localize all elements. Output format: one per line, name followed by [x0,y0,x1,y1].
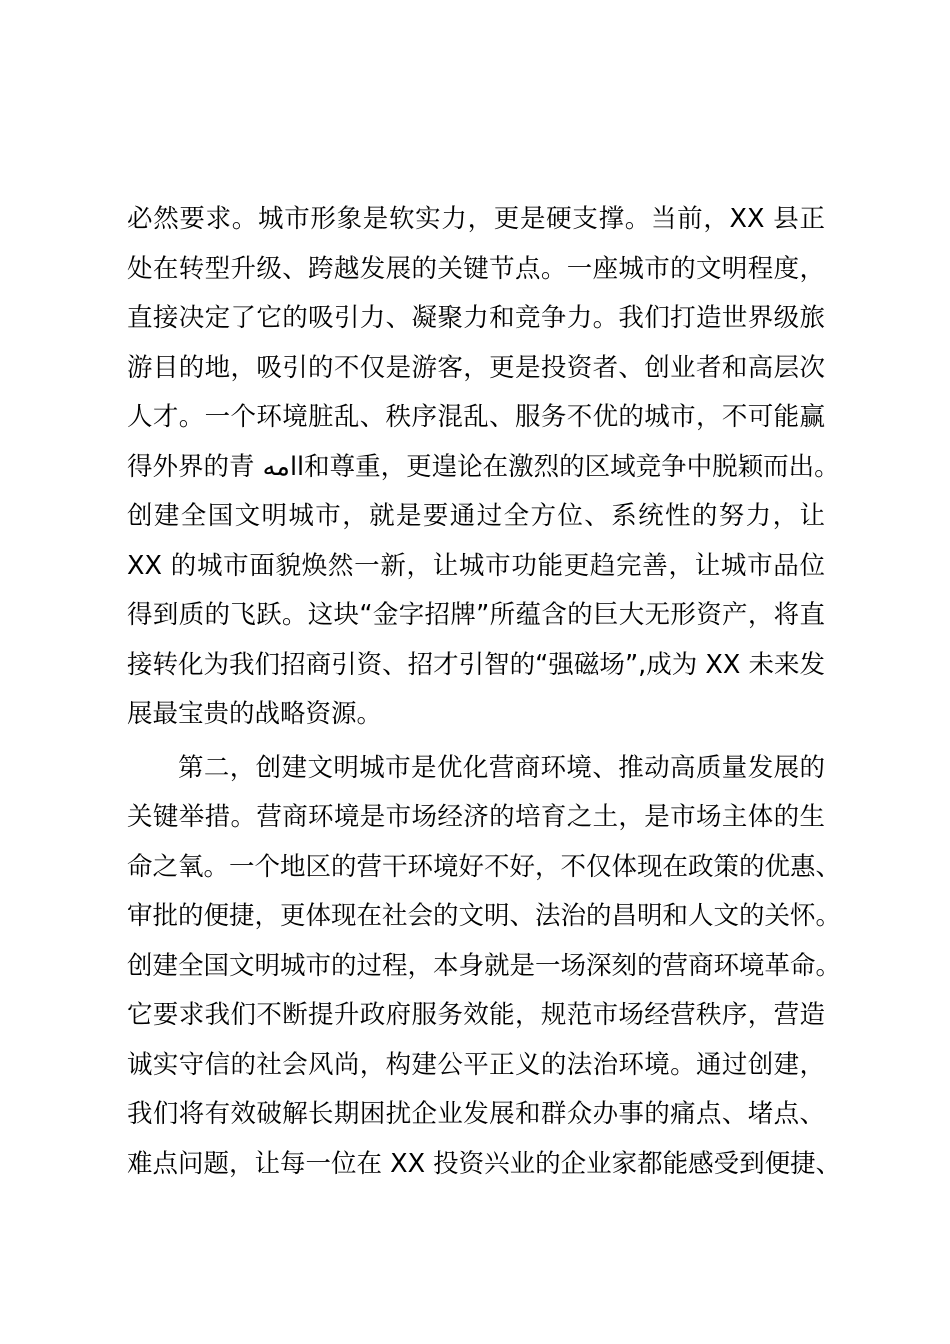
text-line: 直接决定了它的吸引力、凝聚力和竞争力。我们打造世界级旅 [127,303,825,333]
text-line: 创建全国文明城市的过程，本身就是一场深刻的营商环境革命。 [127,950,842,981]
text-line: 游目的地，吸引的不仅是游客，更是投资者、创业者和高层次 [127,352,825,383]
text-line: 处在转型升级、跨越发展的关键节点。一座城市的文明程度， [127,253,825,284]
text-line: 得外界的青 امهl和尊重，更遑论在激烈的区域竞争中脱颖而出。 [127,451,840,482]
text-line: 人才。一个环境脏乱、秩序混乱、服务不优的城市，不可能赢 [127,402,825,432]
text-line: 难点问题，让每一位在 XX 投资兴业的企业家都能感受到便捷、 [127,1148,842,1179]
text-line: 第二，创建文明城市是优化营商环境、推动高质量发展的 [178,752,825,783]
text-line: 得到质的飞跃。这块“金字招牌”所蕴含的巨大无形资产，将直 [127,600,825,630]
text-line: 它要求我们不断提升政府服务效能，规范市场经营秩序，营造 [127,1000,825,1030]
text-line: 我们将有效破解长期困扰企业发展和群众办事的痛点、堵点、 [127,1099,825,1129]
text-line: 审批的便捷，更体现在社会的文明、法治的昌明和人文的关怀。 [127,901,842,931]
document-page [127,195,842,1189]
text-line: 必然要求。城市形象是软实力，更是硬支撑。当前，XX 县正 [127,204,825,234]
paragraph-1 [127,195,840,740]
text-line: 展最宝贵的战略资源。 [127,699,383,729]
paragraph-2 [127,744,842,1190]
text-line: 关键举措。营商环境是市场经济的培育之土，是市场主体的生 [127,802,825,832]
text-line: 创建全国文明城市，就是要通过全方位、系统性的努力，让 [127,501,825,531]
text-line: 诚实守信的社会风尚，构建公平正义的法治环境。通过创建， [127,1049,825,1080]
text-line: 接转化为我们招商引资、招才引智的“强磁场”,成为 XX 未来发 [127,649,825,680]
text-line: XX 的城市面貌焕然一新，让城市功能更趋完善，让城市品位 [127,550,825,581]
text-line: 命之氧。一个地区的营干环境好不好，不仅体现在政策的优惠、 [127,851,842,882]
